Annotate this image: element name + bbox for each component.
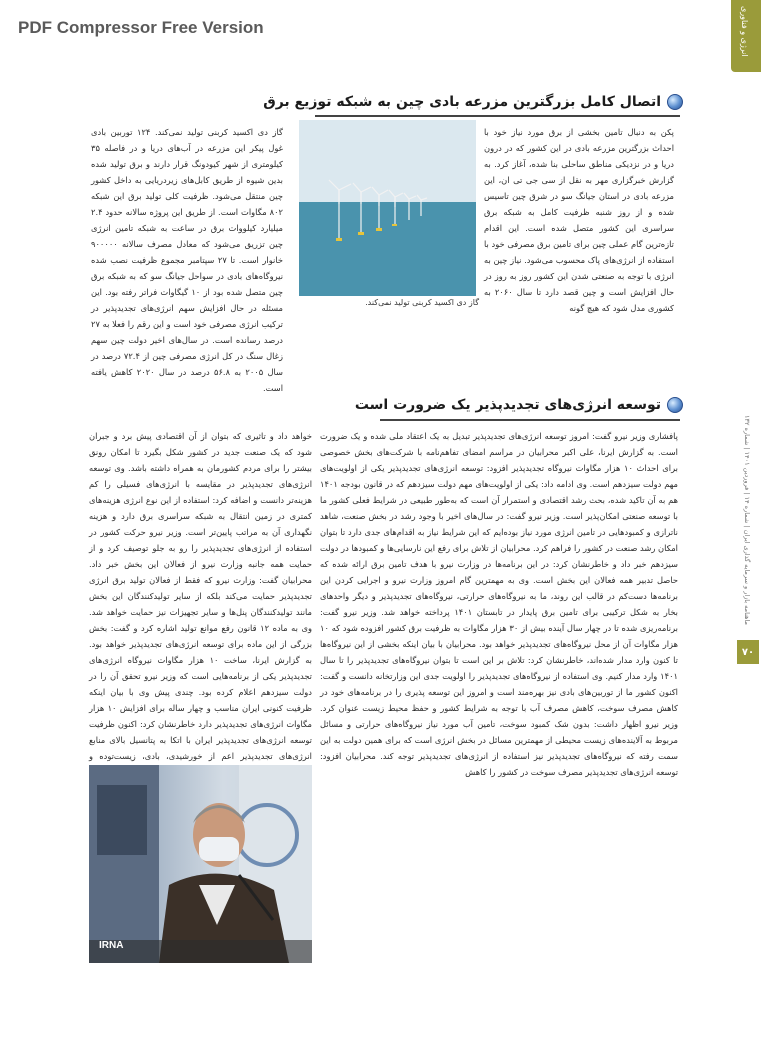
article2-title: توسعه انرژی‌های تجدیدپذیر یک ضرورت است [354, 397, 661, 413]
article2-column-right [320, 428, 678, 968]
article1-title: اتصال کامل بزرگترین مزرعه بادی چین به شبکه توزیع برق [263, 94, 661, 110]
article1-column-right [484, 124, 674, 356]
article2-title-rule [380, 419, 680, 421]
minister-illustration [89, 765, 312, 963]
section-tab-label: انرژی و فناوری [740, 6, 749, 57]
magazine-info-strip [743, 415, 757, 715]
article1-column-left [91, 124, 283, 393]
wind-farm-caption: گاز دی اکسید کربنی تولید نمی‌کند. [365, 298, 479, 307]
article2-column-left [89, 428, 313, 761]
article1-text-right: پکن به دنبال تامین بخشی از برق مورد نیاز خود با احداث بزرگترین مزرعه بادی در این کشور که در درون دریا و در نزدیکی مناطق ساحلی بنا شده، آغاز کرد. به گزارش خبرگزاری مهر به نقل از سی جی تی ان، این مزرعه بادی در استان جیانگ سو در شرق چین تاسیس شده و از روز شنبه ظرفیت کامل به شبکه برق سراسری این کشور متصل شده است. این اقدام تازه‌ترین گام عملی چین برای تامین برق مصرفی خود با استفاده از انرژی‌های پاک محسوب می‌شود. نیاز چین به انرژی با توجه به صنعتی شدن این کشور روز به روز در حال افزایش است و چین قصد دارد تا سال ۲۰۶۰ به کشوری مدل شود که هیچ گونه [484, 127, 674, 313]
pdf-compressor-watermark: PDF Compressor Free Version [18, 18, 264, 37]
article2-text-left: خواهد داد و تاثیری که بتوان از آن اقتصادی پیش برد و جبران شود که یک صنعت جدید در کشور شکل بگیرد تا امکان رونق بیشتر را برای مردم کشورمان به همراه داشته باشد. وی توسعه انرژی‌های تجدیدپذیر در مقایسه با انرژی‌های فسیلی را کم هزینه‌تر دانست و اضافه کرد: استفاده از این نوع انرژی هزینه‌های کمتری در زمین انتقال به شبکه سراسری برق دارد و هزینه نگهداری آن به مراتب پایین‌تر است. وزیر نیرو حرکت کشور در استفاده از انرژی‌های تجدیدپذیر را رو به جلو توصیف کرد و از حمایت همه جانبه وزارت نیرو از فعالان این بخش خبر داد. محرابیان گفت: وزارت نیرو که فقط از فعالان تولید برق انرژی تجدیدپذیر حمایت می‌کند بلکه از سایر تولیدکنندگان این بخش مانند تولیدکنندگان پنل‌ها و سایر تجهیزات نیز حمایت خواهد شد. وی به ماده ۱۲ قانون رفع موانع تولید اشاره کرد و گفت: بخش بزرگی از این ماده برای توسعه انرژی‌های تجدیدپذیر خواهد بود. به گزارش ایرنا، ساخت ۱۰ هزار مگاوات نیروگاه انرژی‌های تجدیدپذیر یکی از برنامه‌هایی است که وزیر نیرو تحقق آن را در دولت سیزدهم اعلام کرده بود. چندی پیش وی با بیان اینکه ظرفیت کنونی ایران مناسب و چهار ساله برای افزایش ۱۰ هزار مگاوات انرژی‌های تجدیدپذیر دارد خاطرنشان کرد: اکنون ظرفیت توسعه انرژی‌های تجدیدپذیر ایران با اتکا به پتانسیل بالای منابع انرژی‌های تجدیدپذیر اعم از خورشیدی، بادی، زیست‌توده و [89, 431, 313, 761]
globe-bullet-icon [667, 94, 683, 110]
page-number: ۷۰ [737, 640, 759, 664]
article2-text-right: پافشاری وزیر نیرو گفت: امروز توسعه انرژی‌های تجدیدپذیر تبدیل به یک اعتقاد ملی شده و یک ضرورت است. به گزارش ایرنا، علی اکبر محرابیان در مراسم امضای تفاهم‌نامه با شرکت‌های بخش خصوصی برای احداث ۱۰ هزار مگاوات نیروگاه تجدیدپذیر افزود: توسعه انرژی‌های تجدیدپذیر یکی از اولویت‌های مهم دولت سیزدهم است. وی ادامه داد: یکی از اولویت‌های مهم دولت سیزدهم که در قانون بودجه ۱۴۰۱ هم به آن تاکید شده، بحث رشد اقتصادی و استمرار آن است که به‌طور طبیعی در شرایط فعلی کشور ما با توسعه صنعتی امکان‌پذیر است. وزیر نیرو گفت: در سال‌های اخیر با وجود رشد در بخش صنعت، شاهد ناترازی و کمبودهایی در تامین انرژی مورد نیاز بوده‌ایم که این شرایط نیاز به اقدام‌های جدی دارد تا بتوان امکان رشد صنعت در کشور را فراهم کرد. محرابیان از تلاش برای رفع این نارسایی‌ها و کمبودها در دولت سیزدهم خبر داد و خاطرنشان کرد: در این برنامه‌ها در وزارت نیرو با هدف تامین برق ارائه شده که حاصل تدبیر همه فعالان این بخش است. وی به مهمترین گام امروز وزارت نیرو و اجرایی کردن این برنامه‌ها دست‌کم در قالب این روند، ما به نیروگاه‌های حرارتی، نیروگاه‌های تجدیدپذیر و دیگر واحدهای بخار به شکل ترکیبی برای تامین برق پایدار در تابستان ۱۴۰۱ پرداخته خواهد شد. وزیر نیرو گفت: برنامه‌ریزی شده تا در چهار سال آینده بیش از ۳۰ هزار مگاوات به ظرفیت برق کشور افزوده شود که ۱۰ هزار مگاوات آن از محل نیروگاه‌های تجدیدپذیر خواهد بود. محرابیان با بیان اینکه بخشی از این نیروگاه‌ها تا کنون وارد مدار شده‌اند، خاطرنشان کرد: تلاش بر این است تا بتوان نیروگاه‌های تجدیدپذیر را تا سال ۱۴۰۱ وارد مدار کنیم. وی استفاده از نیروگاه‌های تجدیدپذیر را اولویت جدی این وزارتخانه دانست و گفت: اکنون کشور ما از توربین‌های بادی نیز بهره‌مند است و امروز این توسعه پذیری را در برنامه‌های خود در کاهش مصرف سوخت، کاهش مصرف آب با توجه به شرایط کشور و حفظ محیط زیست عنوان کرد. وزیر نیرو اظهار داشت: بدون شک کمبود سوخت، تامین آب مورد نیاز نیروگاه‌های حرارتی و مسائل مربوط به آلاینده‌های زیست محیطی از مهمترین مسائل در بخش انرژی است که برای همین دولت به این سمت رفته که نیروگاه‌های تجدیدپذیر نیز استفاده از انرژی‌های تجدیدپذیر توجه کند. محرابیان افزود: توسعه انرژی‌های تجدیدپذیر مصرف سوخت در کشور را کاهش [320, 431, 678, 777]
article1-text-left: گاز دی اکسید کربنی تولید نمی‌کند. ۱۲۴ توربین بادی غول پیکر این مزرعه در آب‌های دریا و در فاصله ۳۵ کیلومتری از شهر کیودونگ قرار دارند و برق تولید شده بدین شیوه از طریق کابل‌های زیردریایی به داخل کشور چین منتقل می‌شود. ظرفیت کلی تولید برق این شبکه ۸۰۲ مگاوات است. از طریق این پروژه سالانه حدود ۲.۴ میلیارد کیلووات برق در ساعت به شبکه تامین انرژی چین تزریق می‌شود که معادل مصرف سالانه ۹۰۰۰۰۰ خانوار است. تا ۲۷ سپتامبر مجموع ظرفیت نصب شده نیروگاه‌های بادی در سواحل جیانگ سو که به شبکه برق چین متصل شده بود از ۱۰ گیگاوات فراتر رفته بود. این مسئله در حال افزایش سهم انرژی‌های تجدیدپذیر در ترکیب انرژی مصرفی خود است و این رقم را فعلا به ۲۷ درصد رسانده است. در سال‌های اخیر دولت چین سهم زغال سنگ در کل انرژی مصرفی چین از ۷۲.۴ درصد در سال ۲۰۰۵ به ۵۶.۸ درصد در سال ۲۰۲۰ کاهش یافته است. [91, 127, 283, 393]
minister-photo [89, 765, 312, 963]
article1-headline [263, 90, 683, 114]
wind-turbines-illustration [299, 120, 476, 296]
irna-watermark: IRNA [99, 940, 124, 951]
globe-bullet-icon [667, 397, 683, 413]
section-tab [731, 0, 761, 72]
magazine-info-text: ماهنامه بازار و سرمایه گذاری ایران | شماره ۱۴ | فروردین ۱۴۰۱ | شماره ۱۳۲ [743, 415, 751, 625]
article2-headline [355, 393, 683, 417]
wind-farm-photo [299, 120, 476, 296]
article1-title-rule [315, 115, 680, 117]
